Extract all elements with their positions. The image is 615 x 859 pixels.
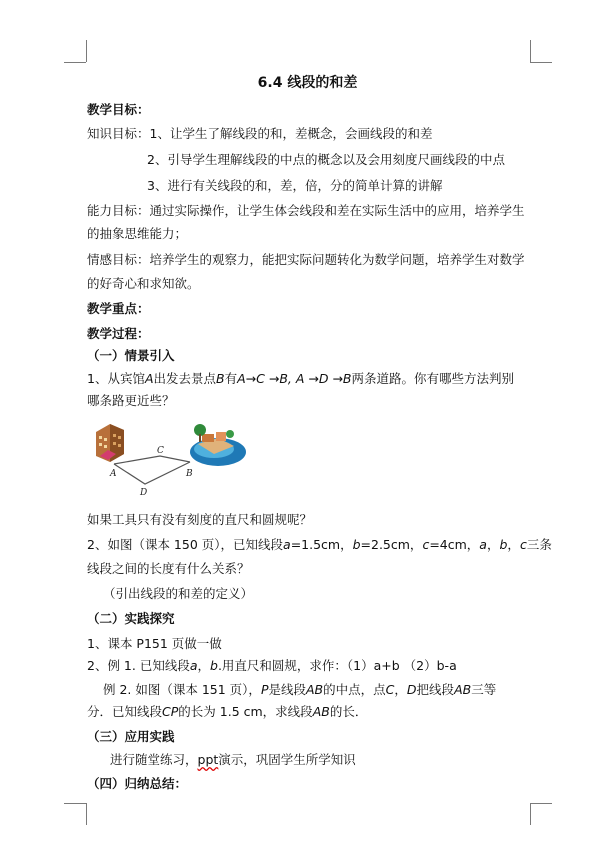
ex2-ab: AB (306, 682, 324, 697)
knowledge-item-2: 2、引导学生理解线段的中点的概念以及会用刻度尺画线段的中点 (147, 152, 505, 167)
section3-text-post: 演示，巩固学生所学知识 (218, 752, 356, 767)
q2-tail: 三条 (526, 537, 552, 552)
q2-var-a: a (283, 537, 291, 552)
q2-eq-b: =2.5cm， (360, 537, 423, 552)
ex2-p3: 的中点，点 (323, 682, 386, 697)
hotel-building-icon (96, 424, 124, 462)
ability-objective-line2: 的抽象思维能力； (87, 226, 188, 241)
section2-item2 (87, 656, 457, 674)
ex2-cp: CP (162, 704, 179, 719)
route-figure (90, 420, 250, 498)
q2-var-b: b (352, 537, 361, 552)
section2-heading: （二）实践探究 (87, 611, 175, 626)
q2-var-c: c (422, 537, 430, 552)
q1-point-b: B (216, 371, 225, 386)
example2-line1 (103, 680, 496, 698)
ex2-p2: 是线段 (268, 682, 306, 697)
example2-line2 (87, 702, 367, 720)
figure-label-b: B (186, 469, 193, 479)
q2-var-c2: c (519, 537, 527, 552)
q2-eq-a: =1.5cm， (290, 537, 353, 552)
q2-part1: 2、如图（课本 150 页），已知线段 (87, 537, 284, 552)
knowledge-objective-1 (87, 124, 432, 142)
knowledge-label: 知识目标： (87, 126, 150, 141)
ex2-l2-p3: 的长． (329, 704, 368, 719)
scenic-spot-icon (190, 424, 246, 466)
q1-point-a: A (144, 371, 154, 386)
ex2-point-p: P (260, 682, 269, 697)
section1-heading: （一）情景引入 (87, 348, 175, 363)
ex2-p1: 例 2. 如图（课本 151 页）， (103, 682, 261, 697)
figure-label-d: D (140, 488, 148, 498)
example1-sep: ， (197, 658, 211, 673)
ex2-p5: 把线段 (416, 682, 455, 697)
question-2-line1 (87, 535, 552, 553)
ex2-point-c: C (385, 682, 395, 697)
example1-var-a: a (189, 658, 198, 673)
q1-suffix: 两条道路。你有哪些方法判别 (351, 371, 515, 386)
q1-mid1: 出发去景点 (153, 371, 217, 386)
route-a-d-b (114, 462, 190, 484)
example1-var-b: b (210, 658, 218, 673)
figure-label-c: C (157, 446, 164, 456)
example1-suffix: .用直尺和圆规，求作：（1）a+b （2）b-a (217, 658, 457, 673)
definition-note: （引出线段的和差的定义） (103, 586, 254, 601)
page-title: 6.4 线段的和差 (257, 75, 358, 91)
knowledge-item-3: 3、进行有关线段的和，差，倍，分的简单计算的讲解 (147, 178, 443, 193)
ex2-p4: ， (394, 682, 407, 697)
q2-var-a2: a (479, 537, 487, 552)
route-a-c-b (114, 456, 190, 464)
q2-sep2: ， (507, 537, 520, 552)
q2-sep1: ， (486, 537, 500, 552)
ex2-l2-p2: 的长为 1.5 cm，求线段 (178, 704, 313, 719)
emotion-objective-line1: 情感目标：培养学生的观察力，能把实际问题转化为数学问题，培养学生对数学 (87, 252, 525, 267)
section4-heading: （四）归纳总结： (87, 776, 188, 791)
process-heading: 教学过程： (87, 326, 150, 341)
question-2-line2: 线段之间的长度有什么关系？ (87, 561, 250, 576)
q2-var-b2: b (499, 537, 508, 552)
ex2-point-d: D (406, 682, 417, 697)
objectives-heading: 教学目标： (87, 102, 150, 117)
section2-item1: 1、课本 P151 页做一做 (87, 636, 222, 651)
question-1-line1 (87, 369, 514, 387)
section3-heading: （三）应用实践 (87, 729, 175, 744)
q1-routes: A→C →B, A →D →B (237, 371, 352, 386)
ex2-ab2: AB (454, 682, 472, 697)
question-1-line2: 哪条路更近些？ (87, 393, 175, 408)
section3-text (110, 750, 356, 768)
knowledge-item-1: 1、让学生了解线段的和，差概念，会画线段的和差 (149, 126, 433, 141)
key-points-heading: 教学重点： (87, 301, 150, 316)
q2-eq-c: =4cm， (429, 537, 480, 552)
q1-prefix: 1、从宾馆 (87, 371, 145, 386)
q1-mid2: 有 (224, 371, 238, 386)
example1-prefix: 2、例 1. 已知线段 (87, 658, 190, 673)
ex2-ab3: AB (312, 704, 330, 719)
ability-objective-line1: 能力目标：通过实际操作，让学生体会线段和差在实际生活中的应用，培养学生 (87, 203, 525, 218)
tools-question: 如果工具只有没有刻度的直尺和圆规呢？ (87, 512, 313, 527)
section3-text-pre: 进行随堂练习， (110, 752, 198, 767)
emotion-objective-line2: 的好奇心和求知欲。 (87, 276, 200, 291)
section3-ppt: ppt (197, 752, 219, 767)
figure-label-a: A (110, 469, 117, 479)
ex2-p6: 三等 (471, 682, 497, 697)
ex2-l2-p1: 分．已知线段 (87, 704, 163, 719)
